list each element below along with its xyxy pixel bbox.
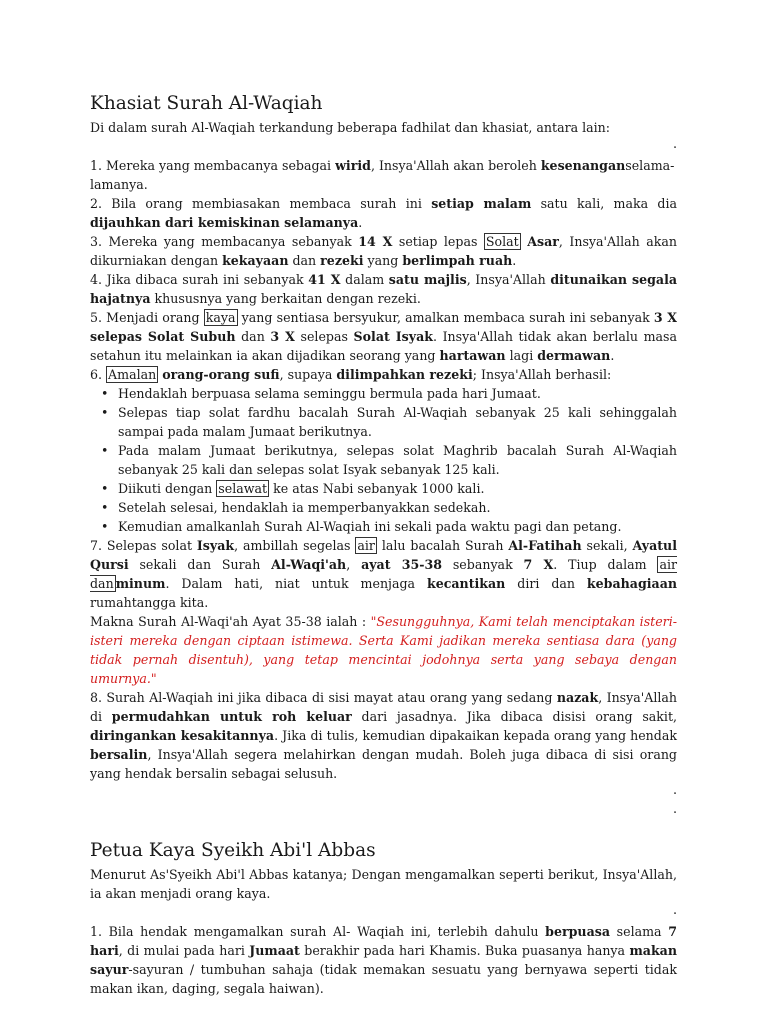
separator-dot: . [672, 782, 677, 797]
item-2: 2. Bila orang membiasakan membaca surah ini setiap malam satu kali, maka dia dijauhkan dari kemiskinan selamanya. [90, 196, 677, 230]
list-item: • Pada malam Jumaat berikutnya, selepas solat Maghrib bacalah Surah Al-Waqiah sebanyak 25 kali dan selepas solat Isyak sebanyak 125 kali. [118, 441, 677, 479]
section-title-khasiat: Khasiat Surah Al-Waqiah [90, 93, 323, 114]
item-6: 6. Amalan orang-orang sufi, supaya dilimpahkan rezeki; Insya'Allah berhasil: [90, 367, 612, 382]
boxed-word: selawat [218, 481, 268, 496]
quote-text: "Sesungguhnya, Kami telah menciptakan isteri-isteri mereka dengan ciptaan istimewa. Serta Kami jadikan mereka sentiasa dara (yang tidak pernah disentuh), yang tetap mencintai jodohnya serta yang sebaya dengan umurnya." [90, 614, 677, 686]
item-3: 3. Mereka yang membacanya sebanyak 14 X setiap lepas Solat Asar, Insya'Allah akan dikurniakan dengan kekayaan dan rezeki yang berlimpah ruah. [90, 234, 677, 268]
item-8: 8. Surah Al-Waqiah ini jika dibaca di sisi mayat atau orang yang sedang nazak, Insya'Allah di permudahkan untuk roh keluar dari jasadnya. Jika dibaca disisi orang sakit, diringankan kesakitannya. Jika di tulis, kemudian dipakaikan kepada orang yang hendak bersalin, Insya'Allah segera melahirkan dengan mudah. Boleh juga dibaca di sisi orang yang hendak bersalin sebagai selusuh. [90, 690, 678, 781]
petua-item-1: 1. Bila hendak mengamalkan surah Al- Waqiah ini, terlebih dahulu berpuasa selama 7 hari, di mulai pada hari Jumaat berakhir pada hari Khamis. Buka puasanya hanya makan sayur-sayuran / tumbuhan sahaja (tidak memakan sesuatu yang bernyawa seperti tidak makan ikan, daging, segala haiwan). [90, 924, 677, 996]
list-item: • Kemudian amalkanlah Surah Al-Waqiah ini sekali pada waktu pagi dan petang. [118, 517, 677, 536]
boxed-word: air [357, 538, 375, 553]
separator-dot: . [672, 136, 677, 151]
boxed-word: kaya [205, 310, 236, 325]
bullet-list [90, 384, 677, 536]
item-7: 7. Selepas solat Isyak, ambillah segelas air lalu bacalah Surah Al-Fatihah sekali, Ayatul Qursi sekali dan Surah Al-Waqi'ah, ayat 35-38 sebanyak 7 X. Tiup dalam air dan minum. Dalam hati, niat untuk menjaga kecantikan diri dan kebahagiaan rumahtangga kita. [90, 538, 678, 610]
boxed-word: air dan [90, 557, 677, 591]
section-title-petua: Petua Kaya Syeikh Abi'l Abbas [90, 840, 376, 861]
separator-dot: . [672, 902, 677, 917]
item-4: 4. Jika dibaca surah ini sebanyak 41 X dalam satu majlis, Insya'Allah ditunaikan segala hajatnya khususnya yang berkaitan dengan rezeki. [90, 272, 678, 306]
separator-dot: . [672, 801, 677, 816]
list-item: • Hendaklah berpuasa selama seminggu bermula pada hari Jumaat. [118, 384, 677, 403]
intro-text: Menurut As'Syeikh Abi'l Abbas katanya; Dengan mengamalkan seperti berikut, Insya'Allah, ia akan menjadi orang kaya. [90, 867, 677, 901]
makna-text: Makna Surah Al-Waqi'ah Ayat 35-38 ialah : "Sesungguhnya, Kami telah menciptakan isteri-isteri mereka dengan ciptaan istimewa. Serta Kami jadikan mereka sentiasa dara (yang tidak pernah disentuh), yang tetap mencintai jodohnya serta yang sebaya dengan umurnya." [90, 614, 677, 686]
list-item: • Diikuti dengan selawat ke atas Nabi sebanyak 1000 kali. [118, 479, 677, 498]
item-1: 1. Mereka yang membacanya sebagai wirid, Insya'Allah akan beroleh kesenanganselama-lamanya. [90, 158, 675, 192]
item-5: 5. Menjadi orang kaya yang sentiasa bersyukur, amalkan membaca surah ini sebanyak 3 X selepas Solat Subuh dan 3 X selepas Solat Isyak. Insya'Allah tidak akan berlalu masa setahun itu melainkan ia akan dijadikan seorang yang hartawan lagi dermawan. [90, 310, 678, 363]
list-item: • Setelah selesai, hendaklah ia memperbanyakkan sedekah. [118, 498, 677, 517]
list-item: • Selepas tiap solat fardhu bacalah Surah Al-Waqiah sebanyak 25 kali sehinggalah sampai pada malam Jumaat berikutnya. [118, 403, 677, 441]
boxed-word: Solat [485, 234, 519, 249]
document-content [90, 92, 677, 998]
intro-text: Di dalam surah Al-Waqiah terkandung beberapa fadhilat dan khasiat, antara lain: [90, 120, 611, 135]
boxed-word: Amalan [108, 367, 157, 382]
